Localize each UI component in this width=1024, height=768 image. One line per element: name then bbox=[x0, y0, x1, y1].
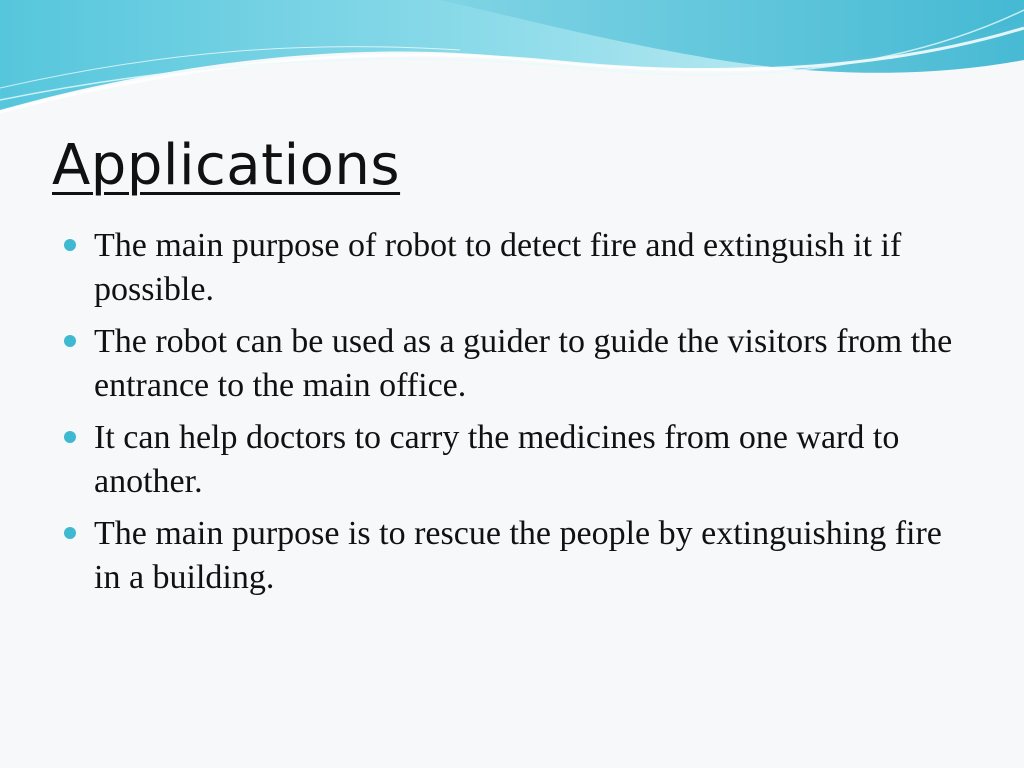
bullet-dot-icon bbox=[64, 527, 76, 539]
bullet-dot-icon bbox=[64, 239, 76, 251]
list-item bbox=[58, 224, 958, 312]
list-item bbox=[58, 416, 958, 504]
list-item bbox=[58, 512, 958, 600]
bullet-list bbox=[58, 224, 958, 608]
bullet-text: The robot can be used as a guider to guide the visitors from the entrance to the main office. bbox=[94, 323, 953, 404]
bullet-text: The main purpose of robot to detect fire and extinguish it if possible. bbox=[94, 227, 902, 308]
bullet-text: It can help doctors to carry the medicines from one ward to another. bbox=[94, 419, 900, 500]
slide-title: Applications bbox=[52, 133, 401, 198]
bullet-dot-icon bbox=[64, 335, 76, 347]
list-item bbox=[58, 320, 958, 408]
bullet-text: The main purpose is to rescue the people by extinguishing fire in a building. bbox=[94, 515, 942, 596]
bullet-dot-icon bbox=[64, 431, 76, 443]
header-wave-decoration bbox=[0, 0, 1024, 120]
